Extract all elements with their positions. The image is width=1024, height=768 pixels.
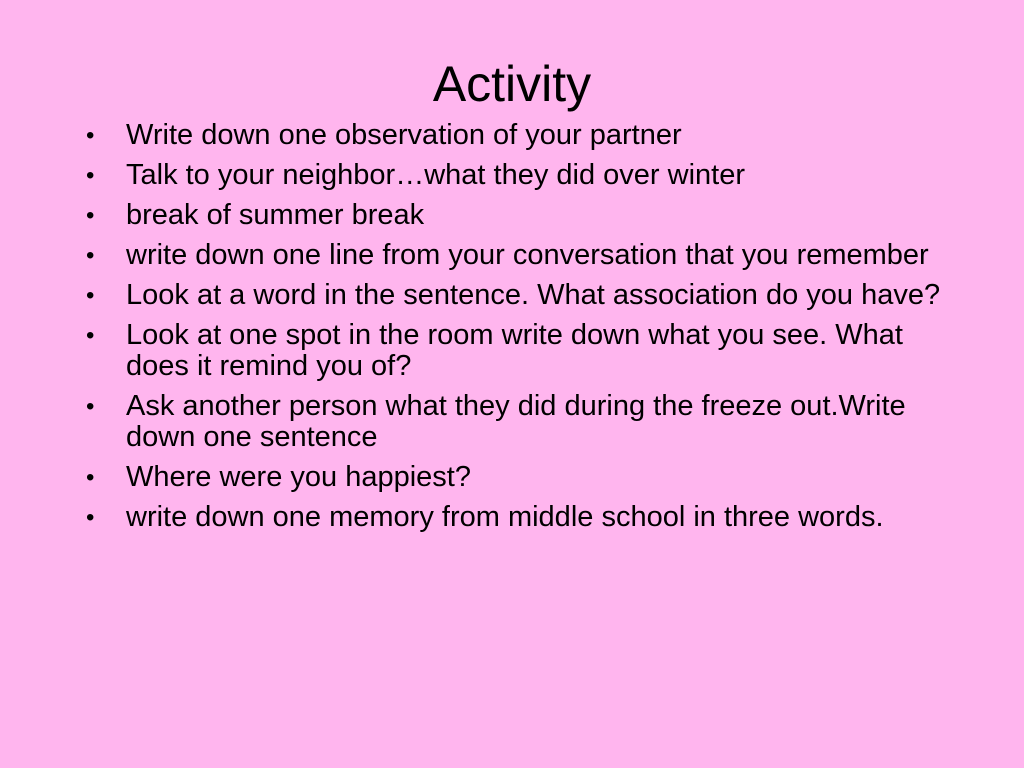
bullet-icon: • [86,162,95,189]
bullet-icon: • [86,322,95,349]
slide-title: Activity [432,56,592,112]
bullet-text: Ask another person what they did during the freeze out.Write down one sentence [126,390,906,453]
bullet-icon: • [86,202,95,229]
bullet-icon: • [86,122,95,149]
bullet-text: Where were you happiest? [126,461,471,493]
bullet-item [86,120,946,151]
bullet-item [86,391,946,453]
bullet-item [86,200,946,231]
bullet-text: write down one line from your conversation that you remember [126,239,929,271]
bullet-icon: • [86,242,95,269]
bullet-text: break of summer break [126,199,425,231]
bullet-item [86,320,946,382]
bullet-text: write down one memory from middle school in three words. [126,501,884,533]
bullet-item [86,502,946,533]
bullet-item [86,160,946,191]
bullet-icon: • [86,282,95,309]
bullet-text: Write down one observation of your partner [126,119,682,151]
bullet-icon: • [86,504,95,531]
bullet-icon: • [86,393,95,420]
bullet-icon: • [86,464,95,491]
bullet-text: Talk to your neighbor…what they did over winter [126,159,745,191]
bullet-list [86,120,946,542]
bullet-item [86,240,946,271]
bullet-item [86,280,946,311]
bullet-item [86,462,946,493]
bullet-text: Look at a word in the sentence. What association do you have? [126,279,941,311]
bullet-text: Look at one spot in the room write down what you see. What does it remind you of? [126,319,903,382]
